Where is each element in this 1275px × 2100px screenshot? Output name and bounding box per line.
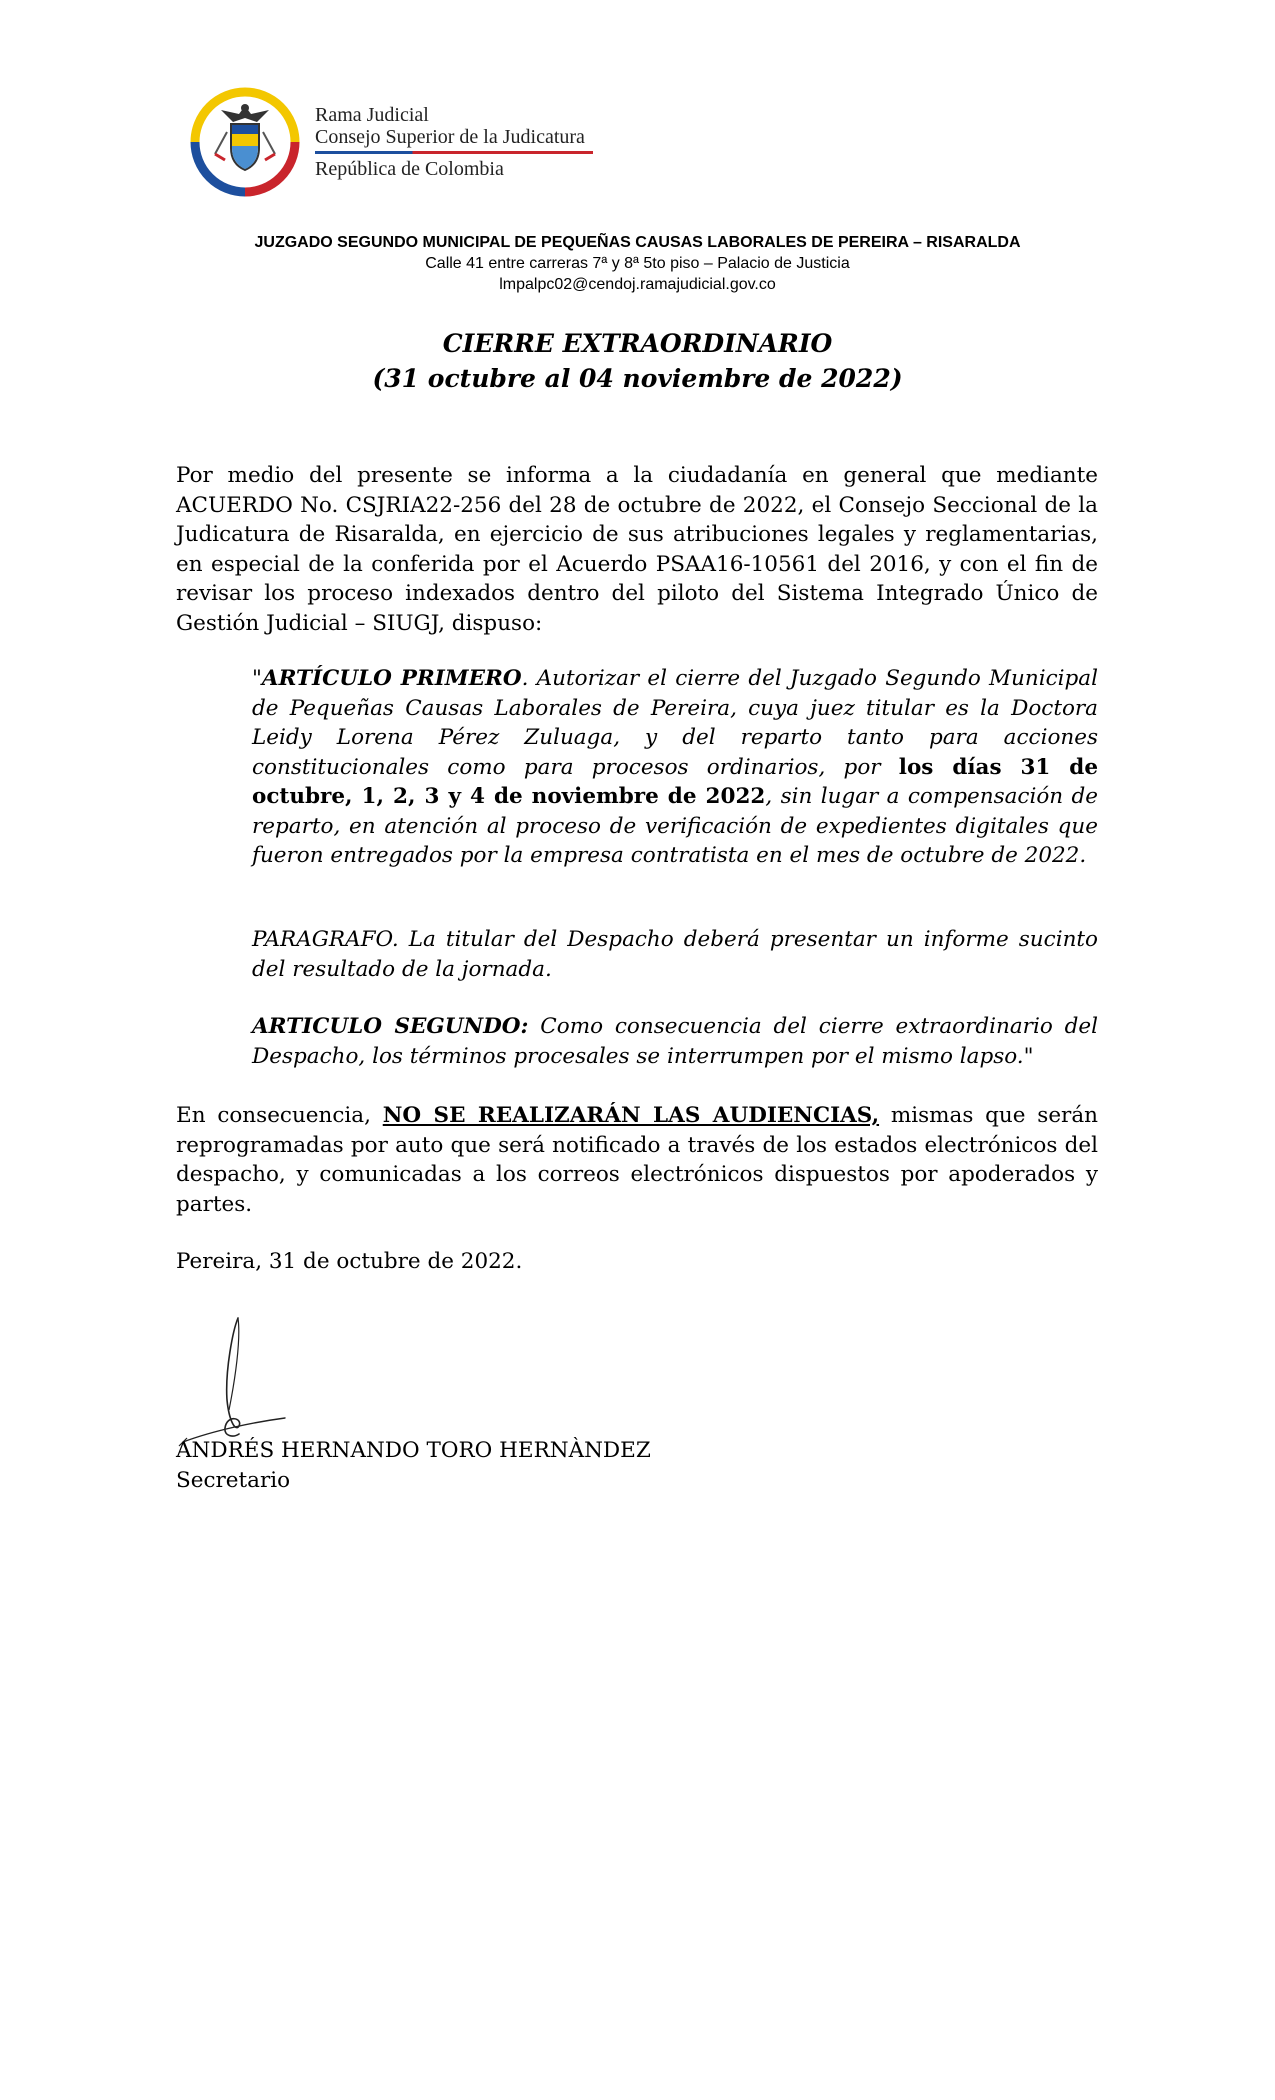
signer-block xyxy=(176,1436,651,1496)
title-line-2: (31 octubre al 04 noviembre de 2022) xyxy=(372,364,903,393)
article-second-heading: ARTICULO SEGUNDO: xyxy=(252,1014,529,1039)
consequence-lead: En consecuencia, xyxy=(176,1103,383,1128)
document-title xyxy=(0,326,1275,396)
paragrafo: PARAGRAFO. La titular del Despacho deberá presentar un informe sucinto del resultado de la jornada. xyxy=(252,927,1098,982)
article-first-text-a: . Autorizar el cierre del Juzgado Segundo Municipal de Pequeñas Causas Laborales de Pereira, cuya juez titular es la Doctora Leidy Lorena Pérez Zuluaga, y del reparto tanto para acciones constitucionales como para procesos ordinarios, por xyxy=(252,666,1099,780)
article-first-dates: los días 31 de octubre, 1, 2, 3 y 4 de noviembre de 2022 xyxy=(252,754,1098,809)
place-date: Pereira, 31 de octubre de 2022. xyxy=(176,1249,523,1274)
office-name: JUZGADO SEGUNDO MUNICIPAL DE PEQUEÑAS CAUSAS LABORALES DE PEREIRA – RISARALDA xyxy=(254,234,1021,251)
rama-judicial-logo xyxy=(185,84,605,200)
logo-line-republica: República de Colombia xyxy=(315,158,504,180)
signer-role: Secretario xyxy=(176,1468,291,1493)
office-email: lmpalpc02@cendoj.ramajudicial.gov.co xyxy=(499,276,776,293)
article-second xyxy=(252,1012,1098,1071)
consequence-rest: mismas que serán reprogramadas por auto que será notificado a través de los estados electrónicos del despacho, y comunicadas a los correos electrónicos dispuestos por apoderados y partes. xyxy=(176,1103,1098,1217)
article-second-text: Como consecuencia del cierre extraordinario del Despacho, los términos procesales se interrumpen por el mismo lapso." xyxy=(252,1014,1098,1069)
office-address: Calle 41 entre carreras 7ª y 8ª 5to piso – Palacio de Justicia xyxy=(425,255,850,272)
article-first-text-b: , sin lugar a compensación de reparto, en atención al proceso de verificación de expedientes digitales que fueron entregados por la empresa contratista en el mes de octubre de 2022. xyxy=(252,784,1098,868)
consequence-emphasis: NO SE REALIZARÁN LAS AUDIENCIAS, xyxy=(382,1103,880,1128)
article-first xyxy=(252,664,1098,871)
consequence-paragraph xyxy=(176,1101,1098,1219)
intro-paragraph: Por medio del presente se informa a la ciudadanía en general que mediante ACUERDO No. CSJRIA22-256 del 28 de octubre de 2022, el Consejo Seccional de la Judicatura de Risaralda, en ejercicio de sus atribuciones legales y reglamentarias, en especial de la conferida por el Acuerdo PSAA16-10561 del 2016, y con el fin de revisar los proceso indexados dentro del piloto del Sistema Integrado Único de Gestión Judicial – SIUGJ, dispuso: xyxy=(176,463,1098,636)
logo-divider xyxy=(315,151,593,154)
logo-line-consejo: Consejo Superior de la Judicatura xyxy=(315,126,585,148)
logo-line-rama: Rama Judicial xyxy=(315,104,429,126)
handwritten-signature xyxy=(175,1310,295,1450)
office-header xyxy=(0,232,1275,295)
signer-name: ANDRÉS HERNANDO TORO HERNÀNDEZ xyxy=(176,1438,651,1463)
coat-of-arms-icon xyxy=(185,84,305,200)
article-first-heading: ARTÍCULO PRIMERO xyxy=(261,666,522,691)
open-quote: " xyxy=(252,666,262,691)
title-line-1: CIERRE EXTRAORDINARIO xyxy=(442,329,833,358)
